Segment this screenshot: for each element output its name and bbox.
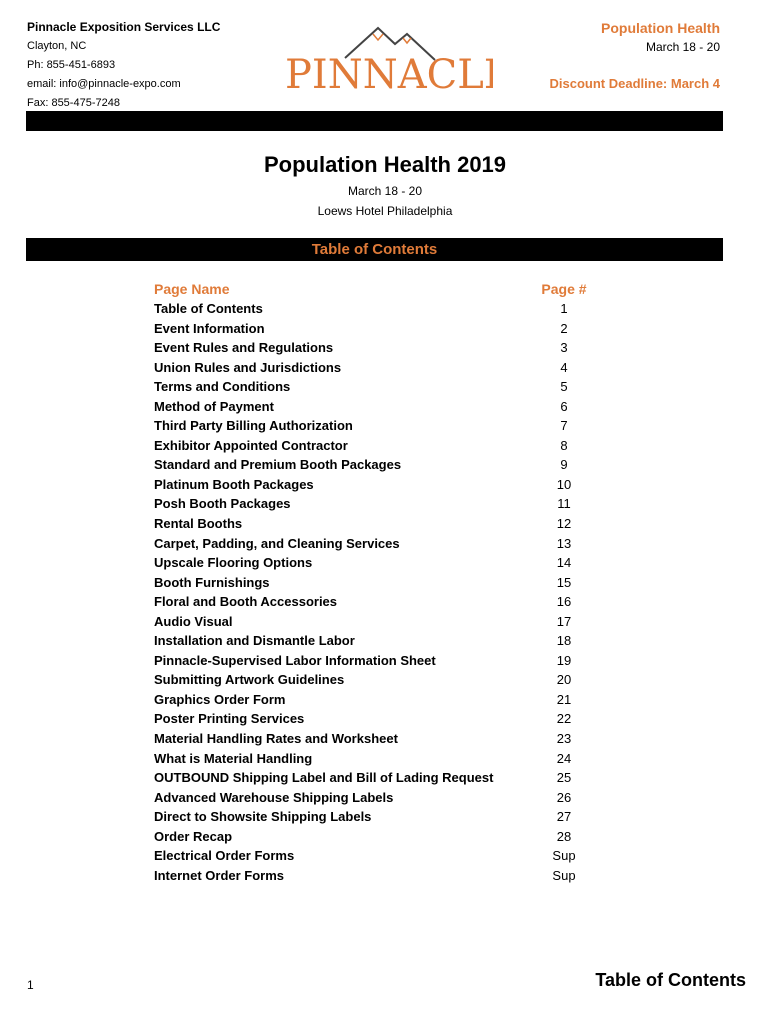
toc-row-name: Terms and Conditions	[154, 379, 291, 395]
toc-row	[154, 631, 614, 651]
toc-row	[154, 338, 614, 358]
toc-row-page: 3	[560, 340, 568, 356]
toc-row	[154, 319, 614, 339]
toc-row-page: 18	[556, 633, 572, 649]
toc-row	[154, 846, 614, 866]
toc-row-name: Direct to Showsite Shipping Labels	[154, 809, 372, 825]
toc-row-name: Upscale Flooring Options	[154, 555, 313, 571]
toc-row-page: 10	[556, 476, 572, 492]
toc-row-page: 21	[556, 691, 572, 707]
toc-row-name: Electrical Order Forms	[154, 848, 295, 864]
toc-row-page: 5	[560, 379, 568, 395]
toc-heading-bar: Table of Contents	[26, 238, 723, 261]
document-dates: March 18 - 20	[347, 184, 423, 198]
header-divider-bar	[26, 111, 723, 131]
toc-row	[154, 866, 614, 886]
event-info-block	[550, 18, 720, 91]
toc-row	[154, 729, 614, 749]
toc-row-page: 8	[560, 437, 568, 453]
toc-row	[154, 377, 614, 397]
toc-row	[154, 709, 614, 729]
toc-col-page-header: Page #	[541, 281, 587, 297]
toc-row-name: Platinum Booth Packages	[154, 476, 314, 492]
toc-row-name: Material Handling Rates and Worksheet	[154, 731, 398, 747]
toc-row-page: Sup	[552, 867, 576, 883]
toc-row-name: Table of Contents	[154, 301, 263, 316]
toc-row-page: Sup	[552, 848, 576, 864]
toc-row-name: OUTBOUND Shipping Label and Bill of Lading Request	[154, 770, 494, 786]
toc-row	[154, 494, 614, 514]
toc-row-page: 28	[556, 828, 572, 844]
toc-row-name: Exhibitor Appointed Contractor	[154, 437, 348, 453]
toc-row	[154, 299, 614, 319]
company-fax: Fax: 855-475-7248	[27, 97, 120, 109]
toc-row-name: Submitting Artwork Guidelines	[154, 672, 345, 688]
toc-row-page: 20	[556, 672, 572, 688]
toc-row-page: 7	[560, 418, 568, 434]
toc-row-page: 16	[556, 594, 572, 610]
toc-row	[154, 455, 614, 475]
toc-row-page: 6	[560, 398, 568, 414]
toc-row	[154, 612, 614, 632]
toc-row	[154, 534, 614, 554]
company-name: Pinnacle Exposition Services LLC	[27, 20, 221, 34]
toc-row	[154, 358, 614, 378]
document-title: Population Health 2019	[263, 152, 507, 177]
toc-row-page: 9	[560, 457, 568, 473]
header-event-name: Population Health	[601, 20, 720, 36]
company-city: Clayton, NC	[27, 40, 87, 52]
toc-row-page: 13	[556, 535, 572, 551]
toc-row-name: Method of Payment	[154, 398, 274, 414]
toc-row-name: Audio Visual	[154, 613, 233, 629]
discount-deadline: Discount Deadline: March 4	[549, 76, 720, 91]
footer-section-title: Table of Contents	[595, 970, 746, 990]
toc-row-page: 11	[557, 496, 571, 512]
toc-row-page: 26	[556, 789, 572, 805]
toc-row	[154, 670, 614, 690]
toc-row	[154, 690, 614, 710]
toc-row-page: 17	[556, 613, 572, 629]
toc-row	[154, 514, 614, 534]
toc-row	[154, 768, 614, 788]
company-email: email: info@pinnacle-expo.com	[27, 78, 181, 90]
toc-row	[154, 397, 614, 417]
toc-row	[154, 592, 614, 612]
header-event-dates: March 18 - 20	[645, 40, 720, 54]
toc-row-name: Event Information	[154, 320, 265, 336]
toc-row	[154, 749, 614, 769]
toc-row-page: 1	[560, 301, 568, 316]
toc-row-page: 15	[556, 574, 572, 590]
toc-row-name: Internet Order Forms	[154, 867, 285, 883]
toc-row	[154, 436, 614, 456]
toc-row-name: Poster Printing Services	[154, 711, 305, 727]
toc-row	[154, 475, 614, 495]
toc-row-name: Carpet, Padding, and Cleaning Services	[154, 535, 400, 551]
toc-row-name: Advanced Warehouse Shipping Labels	[154, 789, 394, 805]
toc-row-name: Standard and Premium Booth Packages	[154, 457, 402, 473]
toc-row-name: Pinnacle-Supervised Labor Information Sheet	[154, 652, 436, 668]
toc-row-name: Event Rules and Regulations	[154, 340, 334, 356]
toc-row-name: Third Party Billing Authorization	[154, 418, 353, 434]
toc-row-page: 19	[556, 652, 572, 668]
toc-row-page: 22	[556, 711, 572, 727]
toc-row	[154, 553, 614, 573]
toc-row-name: Order Recap	[154, 828, 233, 844]
company-contact-block	[27, 18, 220, 113]
toc-col-name-header: Page Name	[154, 281, 230, 297]
toc-row-name: Graphics Order Form	[154, 691, 286, 707]
toc-row-name: Floral and Booth Accessories	[154, 594, 338, 610]
toc-row-name: Booth Furnishings	[154, 574, 270, 590]
toc-row-page: 24	[556, 750, 572, 766]
toc-row-name: Installation and Dismantle Labor	[154, 633, 355, 649]
document-venue: Loews Hotel Philadelphia	[317, 204, 453, 218]
toc-row-name: Union Rules and Jurisdictions	[154, 359, 342, 375]
toc-row-page: 4	[560, 359, 568, 375]
toc-row-name: What is Material Handling	[154, 750, 313, 766]
toc-row	[154, 788, 614, 808]
toc-row-name: Rental Booths	[154, 516, 243, 532]
toc-row-page: 12	[556, 516, 572, 532]
toc-row	[154, 827, 614, 847]
toc-row	[154, 416, 614, 436]
toc-row-page: 25	[556, 770, 572, 786]
toc-list	[154, 299, 614, 885]
pinnacle-logo	[283, 18, 493, 98]
toc-row-page: 27	[556, 809, 572, 825]
logo-text: PINNACLE	[285, 52, 493, 98]
page-number: 1	[27, 978, 34, 992]
toc-row-name: Posh Booth Packages	[154, 496, 291, 512]
toc-row	[154, 651, 614, 671]
company-phone: Ph: 855-451-6893	[27, 59, 116, 71]
toc-row-page: 23	[556, 731, 572, 747]
toc-row-page: 14	[556, 555, 572, 571]
toc-row-page: 2	[560, 320, 568, 336]
toc-row	[154, 807, 614, 827]
toc-row	[154, 573, 614, 593]
